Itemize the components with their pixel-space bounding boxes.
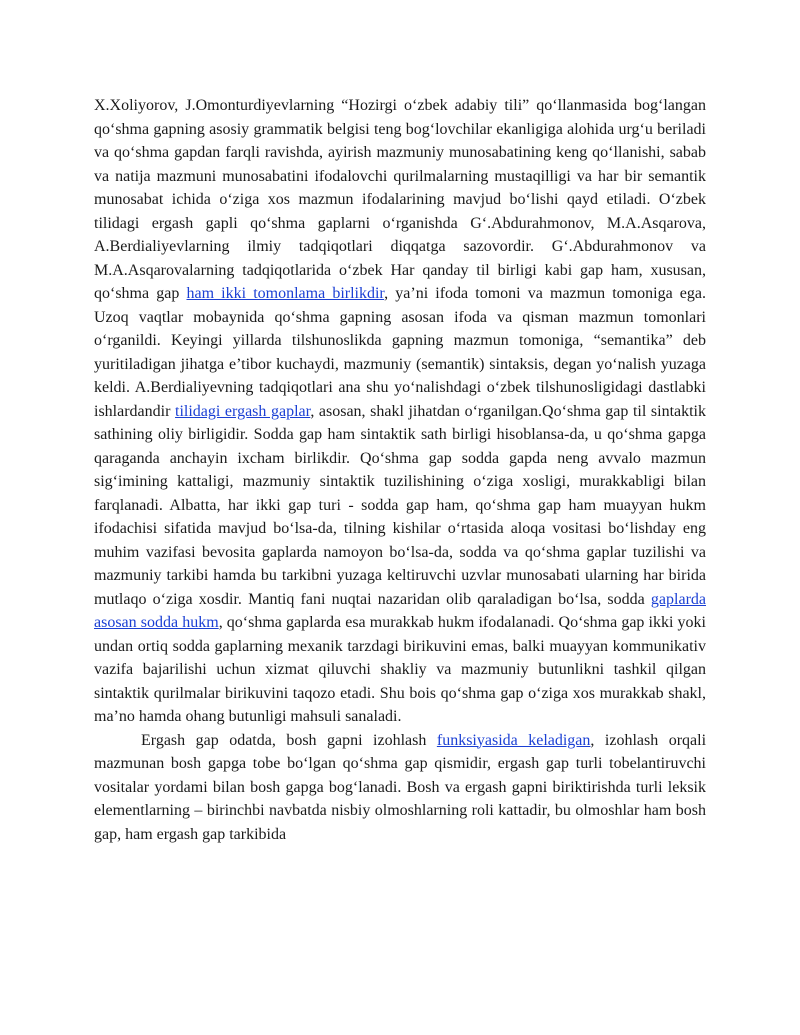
paragraph-1-text-1: X.Xoliyorov, J.Omonturdiyevlarning “Hozirgi o‘zbek adabiy tili” qo‘llanmasida bog‘langan qo‘shma gapning asosiy grammatik belgisi teng bog‘lovchilar ekanligiga alohida urg‘u beriladi va qo‘shma gapdan farqli ravishda, ayirish mazmuniy munosabatining keng qo‘llanishi, sabab va natija mazmuni munosabatini ifodalovchi qurilmalarning mustaqilligi va har bir semantik munosabat ichida o‘ziga xos mazmun ifodalarining mavjud bo‘lishi qayd etiladi. O‘zbek tilidagi ergash gapli qo‘shma gaplarni o‘rganishda G‘.Abdurahmonov, M.A.Asqarova, A.Berdialiyevlarning ilmiy tadqiqotlari diqqatga sazovordir. G‘.Abdurahmonov va M.A.Asqarovalarning tadqiqotlarida o‘zbek Har qanday til birligi kabi gap ham, xususan, qo‘shma gap [94, 97, 706, 302]
paragraph-2-text-1: Ergash gap odatda, bosh gapni izohlash [141, 731, 437, 749]
link-tilidagi-ergash-gaplar[interactable]: tilidagi ergash gaplar [175, 402, 311, 420]
paragraph-1-text-2: , ya’ni ifoda tomoni va mazmun tomoniga ega. Uzoq vaqtlar mobaynida qo‘shma gapning asosan ifoda va qisman mazmun tomonlari o‘rganildi. Keyingi yillarda tilshunoslikda gapning mazmun tomoniga, “semantika” deb yuritiladigan jihatga e’tibor kuchaydi, mazmuniy (semantik) sintaksis, degan yo‘nalish yuzaga keldi. A.Berdialiyevning tadqiqotlari ana shu yo‘nalishdagi o‘zbek tilshunosligidagi dastlabki ishlardandir [94, 285, 707, 420]
paragraph-2-text-2: , izohlash orqali mazmunan bosh gapga tobe bo‘lgan qo‘shma gap qismidir, ergash gap turli tobelantiruvchi vositalar yordami bilan bosh gapga bog‘lanadi. Bosh va ergash gapni biriktirishda turli leksik elementlarning – birinchbi navbatda nisbiy olmoshlarning roli kattadir, bu olmoshlar ham bosh gap, ham ergash gap tarkibida [94, 731, 707, 843]
paragraph-1-text-4: , qo‘shma gaplarda esa murakkab hukm ifodalanadi. Qo‘shma gap ikki yoki undan ortiq sodda gaplarning mexanik tarzdagi birikuvini emas, balki muayyan kommunikativ vazifa bajarilishi uchun xizmat qiluvchi shakliy va mazmuniy butunlikni tashkil qilgan sintaktik qurilmalar birikuvini taqozo etadi. Shu bois qo‘shma gap o‘ziga xos murakkab shakl, ma’no hamda ohang butunligi mahsuli sanaladi. [94, 614, 707, 725]
link-gaplarda-asosan-sodda-hukm[interactable]: gaplarda asosan sodda hukm [94, 590, 706, 631]
paragraph-2 [94, 729, 706, 847]
link-ham-ikki-tomonlama-birlikdir[interactable]: ham ikki tomonlama birlikdir [186, 285, 385, 302]
paragraph-1-text-3: , asosan, shakl jihatdan o‘rganilgan.Qo‘shma gap til sintaktik sathining oliy birligidir. Sodda gap ham sintaktik sath birligi hisoblansa-da, u qo‘shma gapga qaraganda anchayin ixcham birlikdir. Qo‘shma gap sodda gapda neng avvalo mazmun sig‘imining kattaligi, mazmuniy sintaktik tuzilishining o‘ziga xosligi, murakkabligi bilan farqlanadi. Albatta, har ikki gap turi - sodda gap ham, qo‘shma gap ham muayyan hukm ifodachisi sifatida mavjud bo‘lsa-da, tilning kishilar o‘rtasida aloqa vositasi bo‘lishday eng muhim vazifasi bevosita gaplarda namoyon bo‘lsa-da, sodda va qo‘shma gaplar tuzilishi va mazmuniy tarkibi hamda bu tarkibni yuzaga keltiruvchi uzvlar munosabati ularning har birida mutlaqo o‘ziga xosdir. Mantiq fani nuqtai nazaridan olib qaraladigan bo‘lsa, sodda [94, 402, 707, 608]
link-funksiyasida-keladigan[interactable]: funksiyasida keladigan [436, 731, 591, 749]
document-page [94, 94, 706, 846]
paragraph-1 [94, 94, 706, 729]
